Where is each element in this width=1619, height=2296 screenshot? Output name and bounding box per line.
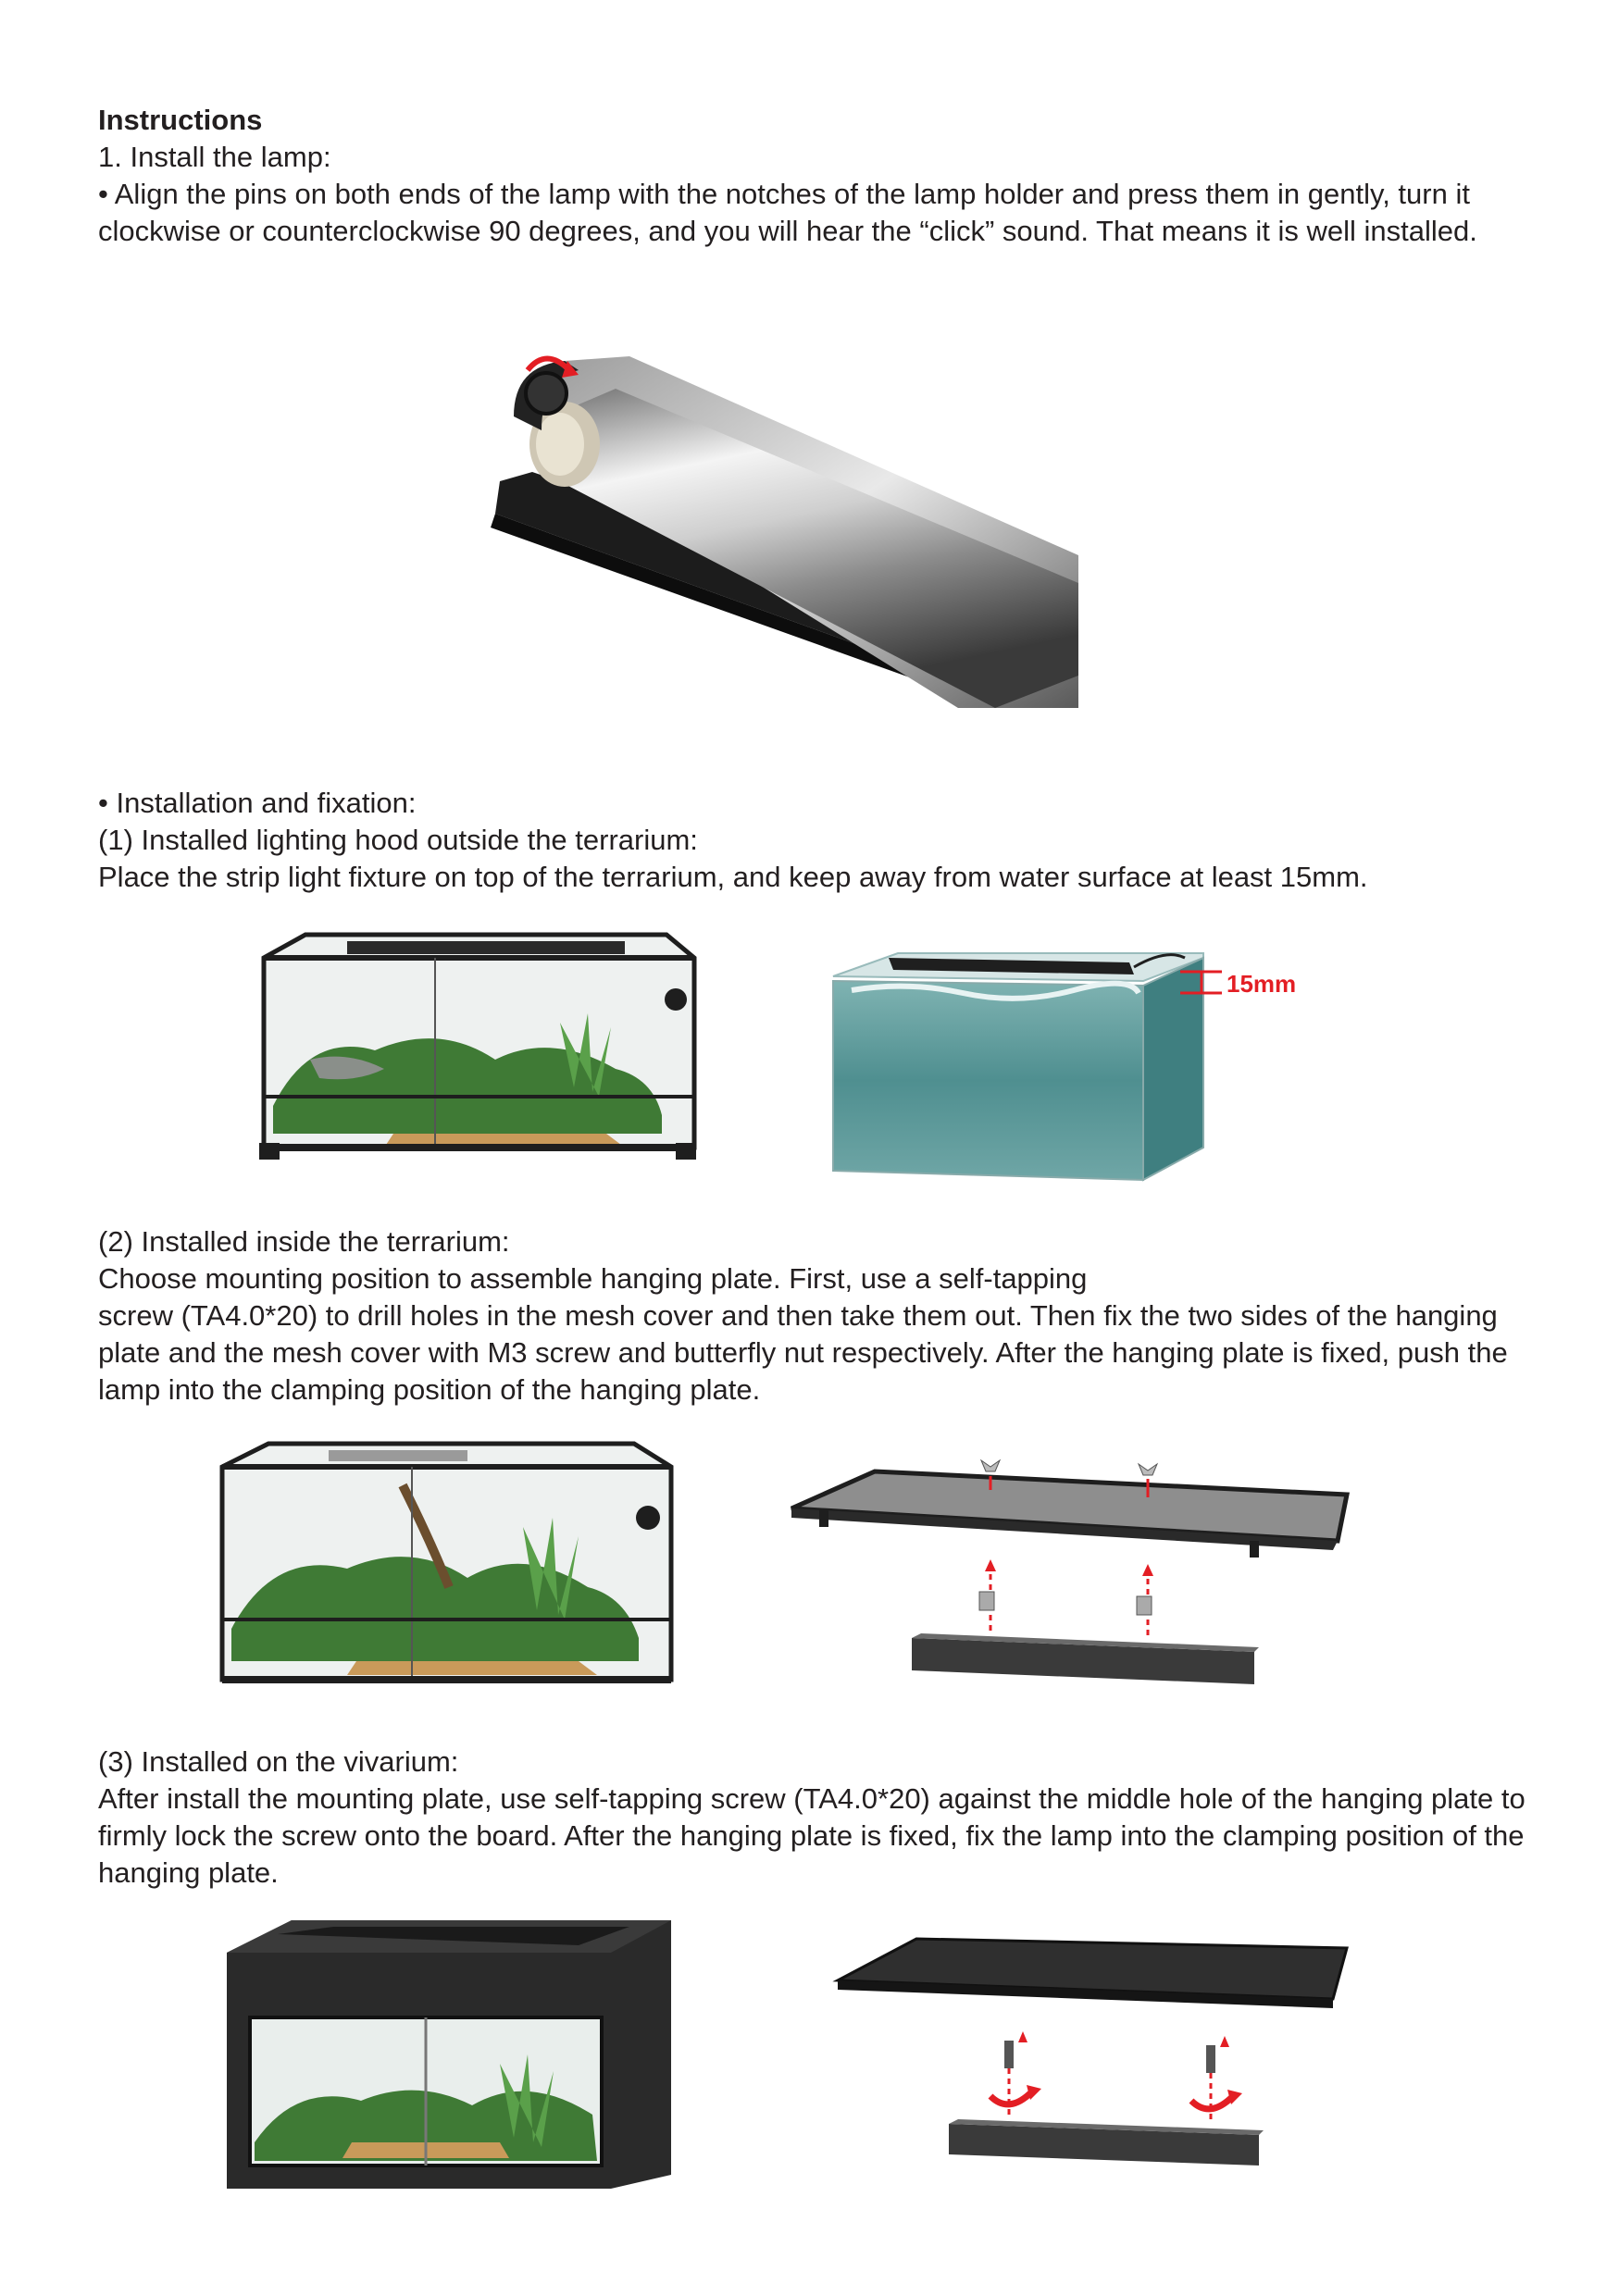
vivarium-title: (3) Installed on the vivarium: bbox=[98, 1745, 459, 1778]
vivarium-illustration bbox=[222, 1916, 676, 2193]
fixation-section bbox=[98, 785, 1542, 896]
step1-section bbox=[98, 102, 1542, 250]
outside-body: Place the strip light fixture on top of the terrarium, and keep away from water surface at least 15mm. bbox=[98, 861, 1368, 893]
inside-title: (2) Installed inside the terrarium: bbox=[98, 1225, 510, 1258]
outside-title: (1) Installed lighting hood outside the terrarium: bbox=[98, 824, 698, 856]
lamp-install-illustration bbox=[477, 342, 1078, 708]
gap-dimension-label: 15mm bbox=[1227, 970, 1296, 998]
step1-title: 1. Install the lamp: bbox=[98, 141, 331, 173]
inside-section bbox=[98, 1223, 1542, 1409]
fixation-title: • Installation and fixation: bbox=[98, 787, 417, 819]
page-heading: Instructions bbox=[98, 104, 263, 136]
vivarium-section bbox=[98, 1744, 1542, 1892]
terrarium-inside-illustration bbox=[218, 1430, 676, 1694]
aquarium-gap-illustration bbox=[815, 939, 1296, 1189]
inside-body-rest: screw (TA4.0*20) to drill holes in the mesh cover and then take them out. Then fix the two sides of the hanging plate and the mesh cover with M3 screw and butterfly nut respectively. After the hanging plate is fixed, push the lamp into the clamping position of the hanging plate. bbox=[98, 1299, 1508, 1406]
inside-body-line1: Choose mounting position to assemble hanging plate. First, use a self-tapping bbox=[98, 1262, 1088, 1295]
vivarium-body: After install the mounting plate, use self-tapping screw (TA4.0*20) against the middle hole of the hanging plate to firmly lock the screw onto the board. After the hanging plate is fixed, fix the lamp into the clamping position of the hanging plate. bbox=[98, 1782, 1526, 1889]
step1-body: • Align the pins on both ends of the lamp with the notches of the lamp holder and press them in gently, turn it clockwise or counterclockwise 90 degrees, and you will hear the “click” sound. That means it is well installed. bbox=[98, 178, 1477, 247]
mesh-plate-exploded-illustration bbox=[782, 1453, 1361, 1698]
terrarium-outside-illustration bbox=[255, 921, 699, 1161]
vivarium-plate-exploded-illustration bbox=[828, 1930, 1356, 2175]
